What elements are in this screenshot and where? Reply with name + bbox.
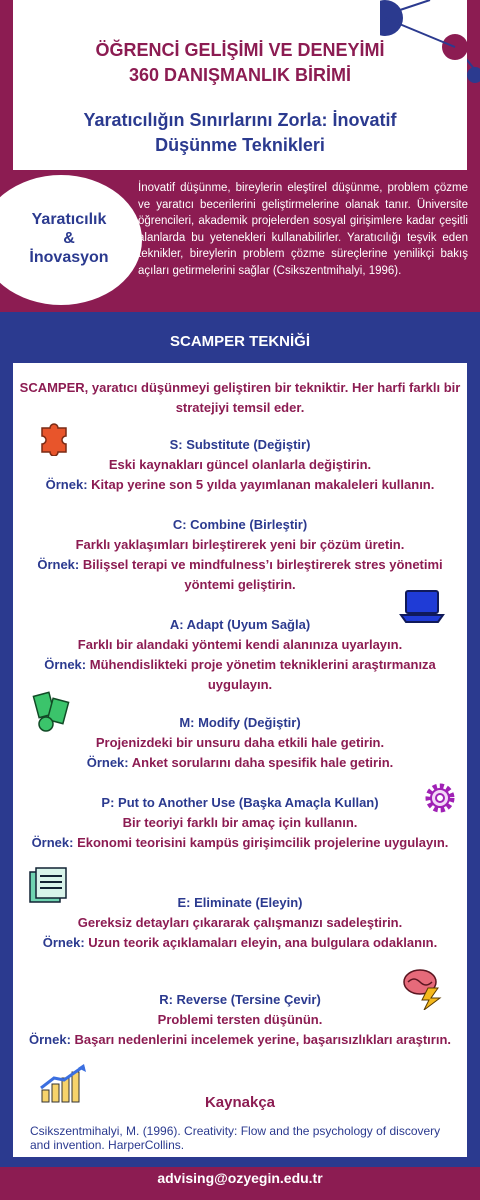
example-label: Örnek: (29, 1032, 71, 1047)
example-label: Örnek: (45, 477, 88, 492)
item-example: Ekonomi teorisini kampüs girişimcilik projelerine uygulayın. (77, 835, 449, 850)
item-description: Eski kaynakları güncel olanlarla değiştirin. (108, 457, 372, 472)
item-description: Farklı bir alandaki yöntemi kendi alanınıza uyarlayın. (77, 637, 403, 652)
network-decoration-2 (380, 0, 480, 100)
document-icon (26, 864, 70, 908)
footer-email-link[interactable]: advising@ozyegin.edu.tr (157, 1170, 323, 1186)
badge-line-3: İnovasyon (29, 249, 109, 266)
title-line-2: 360 DANIŞMANLIK BİRİMİ (128, 65, 352, 85)
money-icon (32, 690, 72, 734)
example-label: Örnek: (86, 755, 129, 770)
laptop-icon (398, 588, 446, 624)
item-description: Farklı yaklaşımları birleştirerek yeni bir çözüm üretin. (75, 537, 405, 552)
item-example: Başarı nedenlerini incelemek yerine, başarısızlıkları araştırın. (74, 1032, 451, 1047)
badge-line-1: Yaratıcılık (31, 211, 107, 228)
badge-line-2: & (63, 230, 75, 247)
example-label: Örnek: (37, 557, 80, 572)
item-description: Gereksiz detayları çıkararak çalışmanızı sadeleştirin. (77, 915, 403, 930)
page-subtitle (13, 108, 467, 158)
item-heading: S: Substitute (Değiştir) (169, 437, 311, 452)
example-label: Örnek: (44, 657, 87, 672)
item-description: Projenizdeki bir unsuru daha etkili hale getirin. (95, 735, 385, 750)
puzzle-icon (36, 420, 72, 456)
brain-icon (398, 966, 446, 1010)
item-heading: C: Combine (Birleştir) (172, 517, 308, 532)
references-title: Kaynakça (204, 1094, 276, 1111)
item-heading: R: Reverse (Tersine Çevir) (159, 992, 321, 1007)
title-line-1: ÖĞRENCİ GELİŞİMİ VE DENEYİMİ (95, 40, 385, 60)
item-eliminate (13, 893, 467, 953)
item-heading: M: Modify (Değiştir) (179, 715, 301, 730)
item-example: Anket sorularını daha spesifik hale getirin. (131, 755, 394, 770)
item-put-to-another-use (13, 793, 467, 853)
example-label: Örnek: (31, 835, 74, 850)
item-heading: E: Eliminate (Eleyin) (177, 895, 303, 910)
item-modify (13, 713, 467, 773)
item-substitute (13, 435, 467, 495)
item-example: Mühendislikteki proje yönetim tekniklerini araştırmanıza uygulayın. (89, 657, 436, 692)
subtitle-line-1: Yaratıcılığın Sınırlarını Zorla: İnovatif (83, 110, 397, 130)
intro-paragraph: İnovatif düşünme, bireylerin eleştirel düşünme, problem çözme ve yaratıcı becerilerini geliştirmelerine olanak tanır. Üniversite öğrencileri, akademik projelerden sosyal girişimlere kadar çeşitli alanlarda bu yetenekleri kullanabilirler. Yaratıcılığı teşvik eden teknikler, bireylerin problem çözme süreçlerine yenilikçi bakış açıları getirmelerini sağlar (Csikszentmihalyi, 1996). (138, 182, 468, 277)
item-example: Kitap yerine son 5 yılda yayımlanan makaleleri kullanın. (91, 477, 435, 492)
item-heading: P: Put to Another Use (Başka Amaçla Kullan) (101, 795, 379, 810)
references-text: Csikszentmihalyi, M. (1996). Creativity: Flow and the psychology of discovery and invention. HarperCollins. (30, 1124, 441, 1152)
gear-icon (420, 778, 460, 818)
subtitle-line-2: Düşünme Teknikleri (155, 135, 325, 155)
example-label: Örnek: (42, 935, 85, 950)
item-adapt (13, 615, 467, 695)
item-description: Bir teoriyi farklı bir amaç için kullanın. (122, 815, 358, 830)
item-example: Uzun teorik açıklamaları eleyin, ana bulgulara odaklanın. (88, 935, 438, 950)
topic-badge-text (10, 210, 128, 267)
item-example: Bilişsel terapi ve mindfulness’ı birleştirerek stres yönetimi yöntemi geliştirin. (82, 557, 443, 592)
section-lead: SCAMPER, yaratıcı düşünmeyi geliştiren bir tekniktir. Her harfi farklı bir stratejiyi temsil eder. (19, 380, 461, 415)
item-combine (13, 515, 467, 595)
section-title: SCAMPER TEKNİĞİ (169, 333, 310, 350)
item-heading: A: Adapt (Uyum Sağla) (169, 617, 311, 632)
item-description: Problemi tersten düşünün. (157, 1012, 323, 1027)
